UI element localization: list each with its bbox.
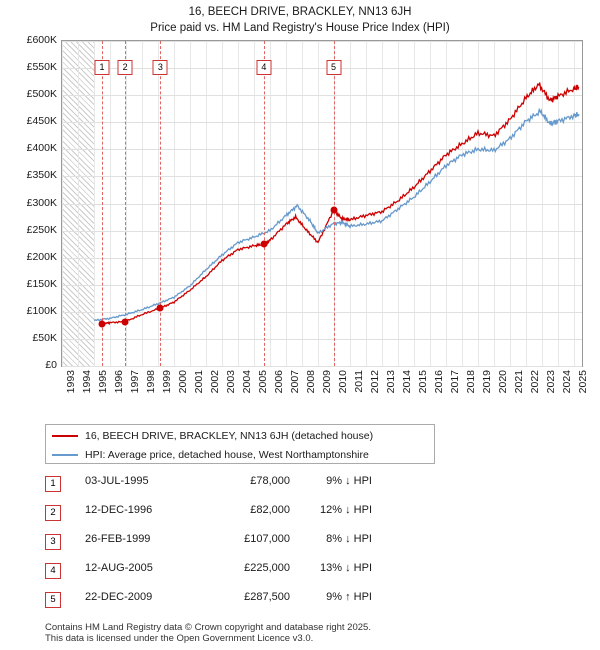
x-axis-tick-label: 2008 <box>305 370 317 394</box>
x-axis-tick-label: 2016 <box>433 370 445 394</box>
row-date: 03-JUL-1995 <box>85 475 149 487</box>
event-marker-badge-2[interactable]: 2 <box>118 60 133 75</box>
y-axis-tick-label: £350K <box>26 169 57 182</box>
legend-label-1: 16, BEECH DRIVE, BRACKLEY, NN13 6JH (detached house) <box>85 429 374 442</box>
x-axis-tick-label: 2003 <box>225 370 237 394</box>
transactions-table <box>45 472 435 617</box>
row-price: £78,000 <box>250 475 290 487</box>
row-price: £82,000 <box>250 504 290 516</box>
row-price: £287,500 <box>244 591 290 603</box>
row-price: £225,000 <box>244 562 290 574</box>
x-axis-tick-label: 2015 <box>417 370 429 394</box>
event-marker-line-5 <box>334 41 335 366</box>
event-marker-dot-2[interactable] <box>122 318 129 325</box>
row-date: 12-AUG-2005 <box>85 562 153 574</box>
y-axis-tick-label: £50K <box>32 331 57 344</box>
x-axis-tick-label: 2017 <box>449 370 461 394</box>
x-axis-tick-label: 2007 <box>289 370 301 394</box>
event-marker-dot-5[interactable] <box>330 207 337 214</box>
y-axis-tick-label: £600K <box>26 34 57 46</box>
row-hpi-delta: 9% ↑ HPI <box>326 591 372 603</box>
x-axis-tick-label: 1996 <box>113 370 125 394</box>
row-date: 26-FEB-1999 <box>85 533 151 545</box>
footer-line-1: Contains HM Land Registry data © Crown copyright and database right 2025. <box>45 622 371 633</box>
event-marker-line-1 <box>102 41 103 366</box>
legend-label-2: HPI: Average price, detached house, West Northamptonshire <box>85 448 369 461</box>
y-axis-tick-label: £150K <box>26 277 57 290</box>
y-axis-tick-label: £550K <box>26 61 57 74</box>
row-hpi-delta: 13% ↓ HPI <box>320 562 372 574</box>
event-marker-badge-4[interactable]: 4 <box>256 60 271 75</box>
x-axis-tick-label: 2002 <box>209 370 221 394</box>
y-axis-tick-label: £200K <box>26 250 57 263</box>
event-marker-badge-1[interactable]: 1 <box>95 60 110 75</box>
legend-swatch-1 <box>52 435 78 437</box>
legend-item-2 <box>46 445 434 464</box>
x-axis-tick-label: 2018 <box>465 370 477 394</box>
legend-swatch-2 <box>52 454 78 456</box>
x-axis-tick-label: 2011 <box>353 370 365 393</box>
row-hpi-delta: 9% ↓ HPI <box>326 475 372 487</box>
row-index-badge: 1 <box>45 476 61 492</box>
y-axis-tick-label: £450K <box>26 115 57 128</box>
event-marker-line-3 <box>160 41 161 366</box>
x-axis-tick-label: 2022 <box>529 370 541 394</box>
page-title <box>0 4 600 36</box>
y-axis-tick-label: £100K <box>26 304 57 317</box>
horizontal-gridline <box>62 366 582 367</box>
y-axis-tick-label: £500K <box>26 88 57 101</box>
x-axis-tick-label: 2025 <box>577 370 589 394</box>
row-hpi-delta: 8% ↓ HPI <box>326 533 372 545</box>
x-axis-tick-label: 1999 <box>161 370 173 394</box>
row-index-badge: 4 <box>45 563 61 579</box>
x-axis-tick-label: 2000 <box>177 370 189 394</box>
x-axis-tick-label: 2012 <box>369 370 381 394</box>
y-axis-tick-label: £0 <box>45 359 57 371</box>
table-row <box>45 559 435 588</box>
event-marker-line-4 <box>264 41 265 366</box>
x-axis-tick-label: 1998 <box>145 370 157 394</box>
table-row <box>45 588 435 617</box>
event-marker-badge-5[interactable]: 5 <box>326 60 341 75</box>
x-axis-tick-label: 2004 <box>241 370 253 394</box>
table-row <box>45 472 435 501</box>
table-row <box>45 501 435 530</box>
x-axis-tick-label: 1995 <box>97 370 109 394</box>
x-axis-tick-label: 2024 <box>561 370 573 394</box>
x-axis-tick-label: 1997 <box>129 370 141 394</box>
x-axis-tick-label: 1993 <box>65 370 77 394</box>
event-marker-dot-1[interactable] <box>99 320 106 327</box>
x-axis-tick-label: 2010 <box>337 370 349 394</box>
x-axis-tick-label: 2019 <box>481 370 493 394</box>
title-line-1: 16, BEECH DRIVE, BRACKLEY, NN13 6JH <box>188 6 412 18</box>
row-price: £107,000 <box>244 533 290 545</box>
x-axis-tick-label: 2020 <box>497 370 509 394</box>
row-hpi-delta: 12% ↓ HPI <box>320 504 372 516</box>
legend-item-1 <box>46 426 434 445</box>
footer-line-2: This data is licensed under the Open Government Licence v3.0. <box>45 633 314 644</box>
x-axis-tick-label: 2014 <box>401 370 413 394</box>
footer <box>45 622 565 644</box>
event-marker-dot-4[interactable] <box>260 241 267 248</box>
row-date: 12-DEC-1996 <box>85 504 153 516</box>
x-axis-tick-label: 2021 <box>513 370 525 394</box>
chart-plot-area <box>61 40 583 367</box>
chart-annotation-layer <box>62 41 582 366</box>
row-index-badge: 5 <box>45 592 61 608</box>
x-axis-tick-label: 2001 <box>193 370 205 394</box>
x-axis-tick-label: 1994 <box>81 370 93 394</box>
y-axis-tick-label: £400K <box>26 142 57 155</box>
row-index-badge: 2 <box>45 505 61 521</box>
title-line-2: Price paid vs. HM Land Registry's House Price Index (HPI) <box>150 22 450 34</box>
event-marker-badge-3[interactable]: 3 <box>153 60 168 75</box>
row-index-badge: 3 <box>45 534 61 550</box>
y-axis-tick-label: £250K <box>26 223 57 236</box>
event-marker-dot-3[interactable] <box>157 305 164 312</box>
x-axis-tick-label: 2023 <box>545 370 557 394</box>
row-date: 22-DEC-2009 <box>85 591 153 603</box>
chart-legend <box>45 424 435 464</box>
x-axis-tick-label: 2005 <box>257 370 269 394</box>
x-axis-tick-label: 2009 <box>321 370 333 394</box>
y-axis-tick-label: £300K <box>26 196 57 209</box>
x-axis-tick-label: 2006 <box>273 370 285 394</box>
x-axis-tick-label: 2013 <box>385 370 397 394</box>
table-row <box>45 530 435 559</box>
